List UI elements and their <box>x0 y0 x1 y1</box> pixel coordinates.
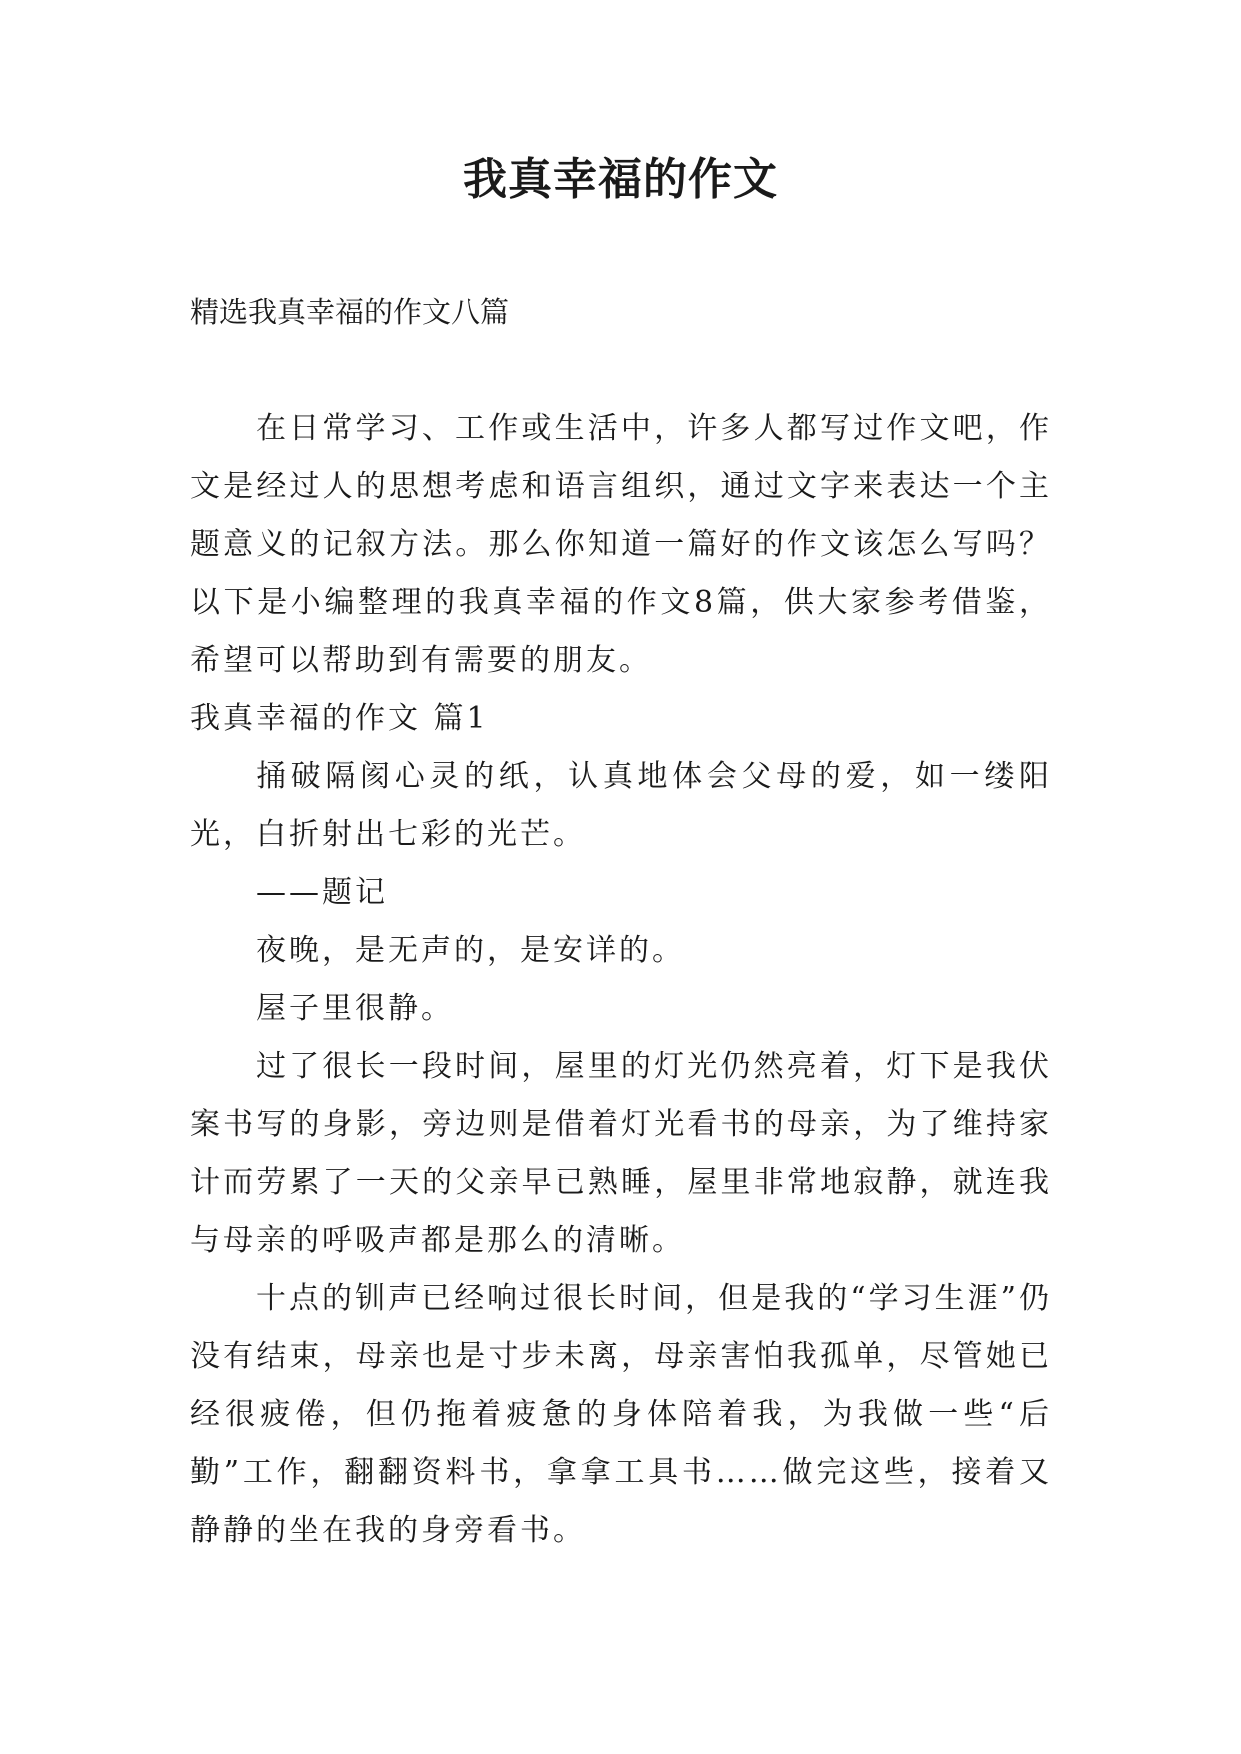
epigraph-paragraph: 捅破隔阂心灵的纸，认真地体会父母的爱，如一缕阳光，白折射出七彩的光芒。 <box>190 759 1052 852</box>
section-heading: 我真幸福的作文 篇1 <box>190 701 489 736</box>
body-paragraph: 夜晚，是无声的，是安详的。 <box>256 933 685 968</box>
document-title: 我真幸福的作文 <box>463 154 778 205</box>
intro-paragraph: 在日常学习、工作或生活中，许多人都写过作文吧，作文是经过人的思想考虑和语言组织，通过文字来表达一个主题意义的记叙方法。那么你知道一篇好的作文该怎么写吗？以下是小编整理的我真幸福的作文8篇，供大家参考借鉴，希望可以帮助到有需要的朋友。 <box>190 411 1052 678</box>
body-paragraph: 屋子里很静。 <box>256 991 454 1026</box>
document-subtitle: 精选我真幸福的作文八篇 <box>190 295 510 329</box>
epigraph-attribution: ——题记 <box>256 875 388 910</box>
document-body <box>190 400 1052 1560</box>
body-paragraph: 十点的钏声已经响过很长时间，但是我的“学习生涯”仍没有结束，母亲也是寸步未离，母亲害怕我孤单，尽管她已经很疲倦，但仍拖着疲惫的身体陪着我，为我做一些“后勤”工作，翻翻资料书，拿拿工具书……做完这些，接着又静静的坐在我的身旁看书。 <box>190 1281 1052 1548</box>
body-paragraph: 过了很长一段时间，屋里的灯光仍然亮着，灯下是我伏案书写的身影，旁边则是借着灯光看书的母亲，为了维持家计而劳累了一天的父亲早已熟睡，屋里非常地寂静，就连我与母亲的呼吸声都是那么的清晰。 <box>190 1049 1052 1258</box>
